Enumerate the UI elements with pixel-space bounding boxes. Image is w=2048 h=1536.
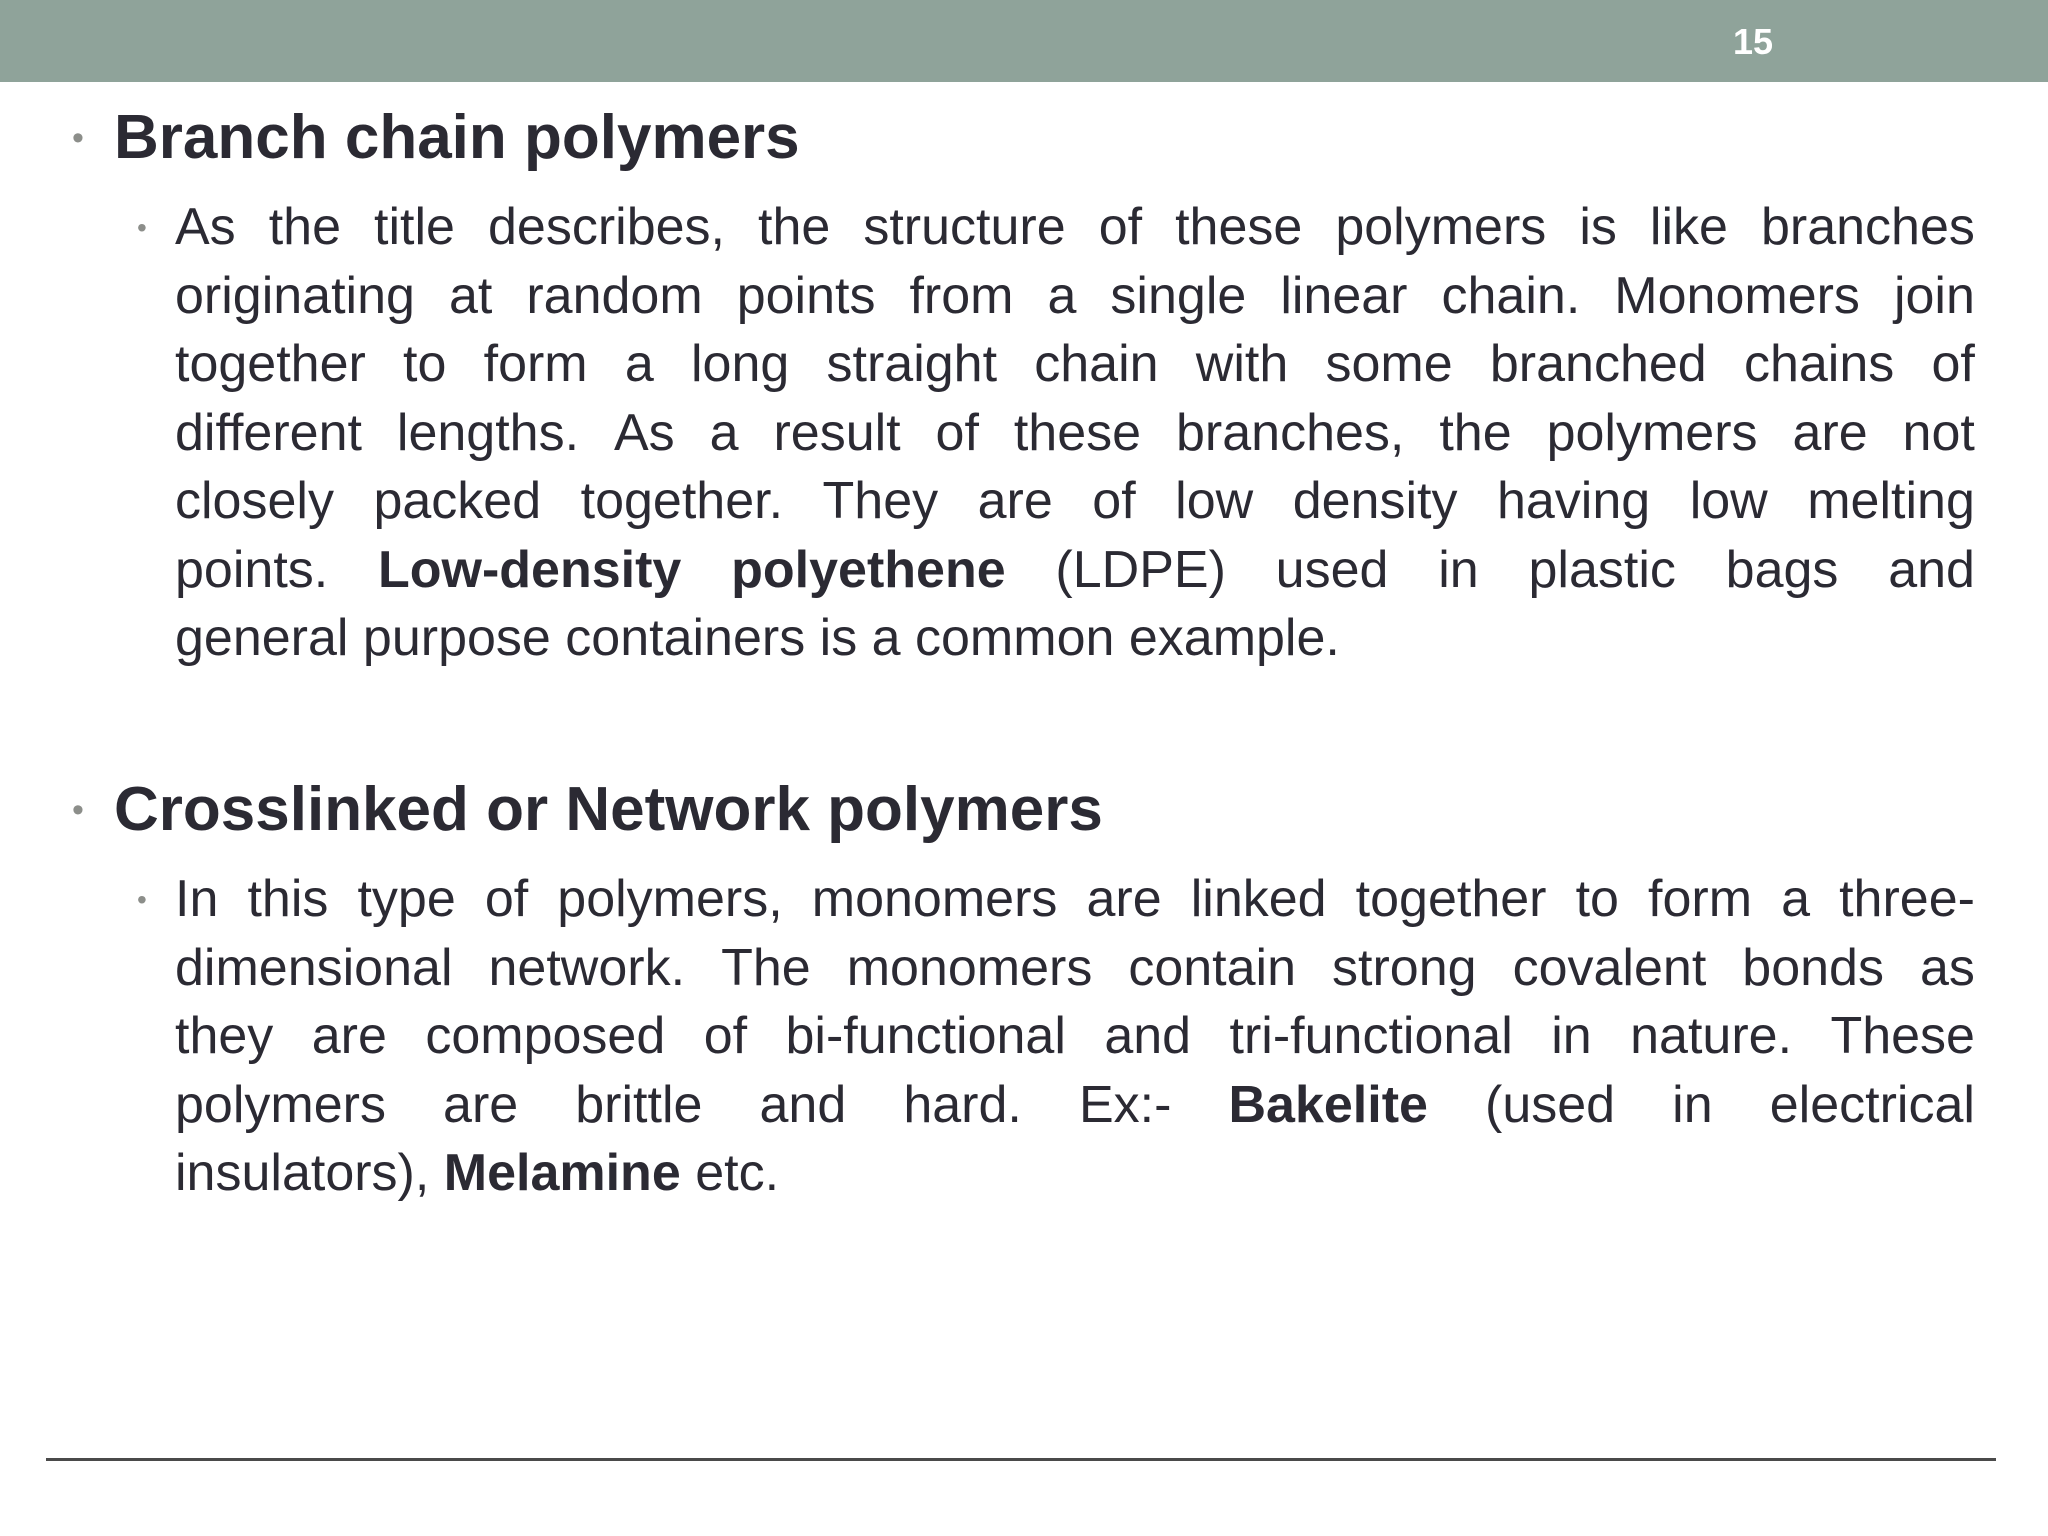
paragraph-word: points. [175,540,329,599]
paragraph-word: straight [826,335,998,393]
paragraph-word: of [1931,335,1975,393]
paragraph-line [175,934,1975,1003]
paragraph-word: form [483,335,588,393]
paragraph-word: used [1275,540,1389,599]
paragraph-word: form [1648,870,1753,928]
paragraph-word: structure [863,198,1066,256]
paragraph-word: bonds [1742,938,1884,997]
paragraph-word: title [374,198,455,256]
paragraph-word: a [624,335,654,393]
paragraph-word: single [1110,266,1247,325]
paragraph-line [175,1139,1975,1208]
paragraph-word: linear [1280,266,1408,325]
paragraph-word: random [526,266,703,325]
paragraph-word: is [1579,198,1617,256]
paragraph-word: branched [1489,335,1707,393]
paragraph-word: As [175,198,236,256]
paragraph-word: Monomers [1614,266,1860,325]
section-heading-crosslinked: Crosslinked or Network polymers [114,775,1103,844]
paragraph-word: These [1830,1007,1975,1065]
paragraph-word: of [1098,198,1143,256]
paragraph-word: together [1355,870,1547,928]
paragraph-word: three- [1839,870,1975,928]
paragraph-word: (LDPE) [1055,540,1226,599]
paragraph-word: in [1438,540,1479,599]
paragraph-word: as [1920,938,1975,997]
paragraph-word: originating [175,266,415,325]
paragraph-word: composed [425,1007,666,1065]
paragraph-word: As [613,403,675,462]
paragraph-word: describes, [488,198,725,256]
paragraph-word: are [1792,403,1868,462]
section-paragraph-crosslinked [175,865,1975,1208]
paragraph-word: melting [1807,472,1975,530]
paragraph-word: are [1086,870,1162,928]
paragraph-word: together. [580,472,784,530]
paragraph-word: are [977,472,1053,530]
paragraph-word: with [1195,335,1289,393]
paragraph-word: these [1013,403,1142,462]
bullet-icon: • [137,884,147,915]
paragraph-word: these [1175,198,1303,256]
paragraph-word: tri-functional [1229,1007,1513,1065]
paragraph-word: bags [1725,540,1839,599]
paragraph-line [175,467,1975,536]
paragraph-word: branches, [1176,403,1405,462]
paragraph-word: the [758,198,831,256]
paragraph-word: plastic [1528,540,1676,599]
paragraph-word: general purpose containers is a common example. [175,609,1340,667]
paragraph-word: monomers [846,938,1093,997]
paragraph-word: not [1902,403,1975,462]
paragraph-word: are [443,1075,519,1134]
paragraph-word: Melamine [443,1144,681,1202]
paragraph-word: a [709,403,739,462]
bottom-divider [46,1458,1996,1461]
paragraph-word: In [175,870,219,928]
paragraph-word: Low-density [378,540,682,599]
paragraph-word: to [403,335,447,393]
paragraph-word: the [268,198,342,256]
paragraph-word: from [909,266,1014,325]
paragraph-line [175,865,1975,934]
paragraph-word: packed [373,472,542,530]
paragraph-word: and [1104,1007,1192,1065]
paragraph-word: polyethene [731,540,1006,599]
paragraph-word: chain. [1441,266,1581,325]
paragraph-word: monomers [811,870,1058,928]
paragraph-word: some [1325,335,1453,393]
paragraph-word: linked [1190,870,1327,928]
paragraph-word: chain [1034,335,1159,393]
paragraph-line [175,536,1975,605]
paragraph-word: brittle [575,1075,703,1134]
paragraph-word: points [736,266,876,325]
paragraph-word: Bakelite [1228,1075,1428,1134]
paragraph-word: polymers, [557,870,783,928]
paragraph-word: electrical [1769,1075,1975,1134]
paragraph-word: result [773,403,901,462]
paragraph-word: long [690,335,790,393]
slide-number: 15 [1732,21,1774,62]
paragraph-word: of [935,403,979,462]
paragraph-word: contain [1128,938,1297,997]
paragraph-word: of [703,1007,748,1065]
paragraph-word: (used [1485,1075,1616,1134]
paragraph-word: density [1292,472,1458,530]
section-heading-branch-chain: Branch chain polymers [114,103,800,172]
paragraph-line [175,1002,1975,1071]
paragraph-word: the [1439,403,1512,462]
paragraph-word: branches [1760,198,1975,256]
paragraph-word: different [175,403,362,462]
paragraph-word: this [247,870,329,928]
paragraph-word: of [1092,472,1136,530]
paragraph-line [175,330,1975,399]
paragraph-word: to [1575,870,1619,928]
paragraph-line [175,399,1975,468]
paragraph-line [175,604,1975,673]
paragraph-word: are [311,1007,387,1065]
paragraph-line [175,1071,1975,1140]
paragraph-word: of [484,870,529,928]
paragraph-word: bi-functional [785,1007,1066,1065]
paragraph-word: network. [488,938,686,997]
header-bar [0,0,2048,82]
paragraph-word: polymers [175,1075,386,1134]
paragraph-word: and [759,1075,847,1134]
paragraph-word: and [1888,540,1975,599]
paragraph-word: polymers [1546,403,1758,462]
paragraph-word: a [1781,870,1811,928]
paragraph-word: type [357,870,456,928]
bullet-icon: • [72,791,84,829]
paragraph-word: etc. [695,1144,780,1202]
paragraph-line [175,262,1975,331]
paragraph-word: dimensional [175,938,453,997]
paragraph-word: low [1689,472,1768,530]
paragraph-word: in [1551,1007,1592,1065]
paragraph-word: They [822,472,939,530]
paragraph-word: nature. [1630,1007,1793,1065]
paragraph-word: a [1047,266,1077,325]
bullet-icon: • [72,119,84,157]
bullet-icon: • [137,212,147,243]
paragraph-word: low [1175,472,1254,530]
paragraph-word: join [1893,266,1975,325]
paragraph-word: chains [1743,335,1895,393]
paragraph-word: strong [1332,938,1477,997]
paragraph-line [175,193,1975,262]
paragraph-word: polymers [1335,198,1547,256]
paragraph-word: covalent [1512,938,1707,997]
paragraph-word: in [1672,1075,1713,1134]
paragraph-word: like [1649,198,1728,256]
paragraph-word: The [721,938,811,997]
paragraph-word: they [175,1007,274,1065]
paragraph-word: at [448,266,493,325]
paragraph-word: Ex:- [1078,1075,1172,1134]
section-paragraph-branch-chain [175,193,1975,673]
paragraph-word: closely [175,472,334,530]
paragraph-word: lengths. [396,403,580,462]
paragraph-word: hard. [903,1075,1022,1134]
paragraph-word: together [175,335,366,393]
paragraph-word: having [1496,472,1651,530]
paragraph-word: insulators), [175,1144,430,1202]
